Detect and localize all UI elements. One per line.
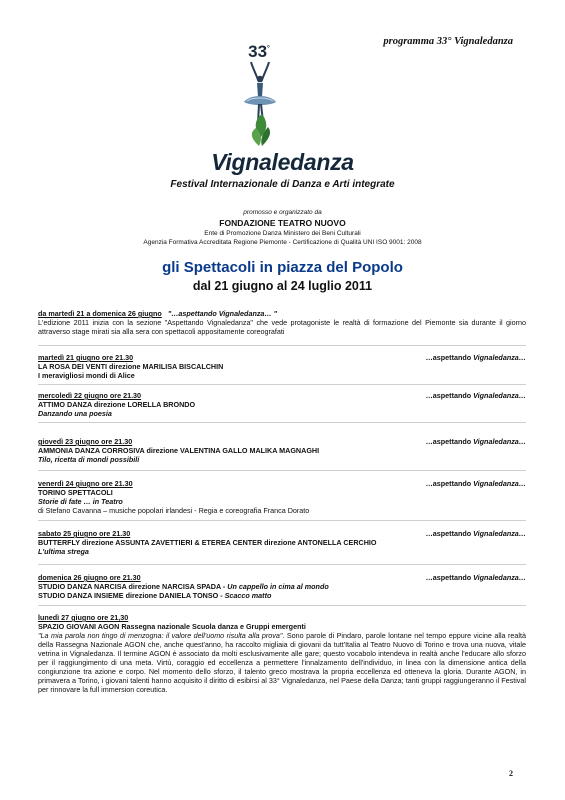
event-item bbox=[38, 479, 526, 515]
festival-subtitle: Festival Internazionale di Danza e Arti integrate bbox=[170, 179, 395, 190]
event-company: AMMONIA DANZA CORROSIVA direzione VALENTINA GALLO MALIKA MAGNAGHI bbox=[38, 446, 320, 455]
festival-title: Vignaledanza bbox=[211, 149, 354, 175]
divider bbox=[38, 520, 526, 521]
event-company: BUTTERFLY direzione ASSUNTA ZAVETTIERI & ETEREA CENTER direzione ANTONELLA CERCHIO bbox=[38, 538, 377, 547]
event-tag: …aspettando Vignaledanza… bbox=[425, 391, 526, 400]
event-show: Danzando una poesia bbox=[38, 409, 112, 418]
intro-date: da martedì 21 a domenica 26 giugno bbox=[38, 309, 162, 318]
event-company: STUDIO DANZA INSIEME direzione DANIELA TONSO - Scacco matto bbox=[38, 591, 272, 600]
event-date: sabato 25 giugno ore 21.30 bbox=[38, 529, 131, 538]
event-company: ATTIMO DANZA direzione LORELLA BRONDO bbox=[38, 400, 196, 409]
event-date: venerdì 24 giugno ore 21.30 bbox=[38, 479, 133, 488]
event-date: giovedì 23 giugno ore 21.30 bbox=[38, 437, 133, 446]
event-tag: …aspettando Vignaledanza… bbox=[425, 529, 526, 538]
divider bbox=[38, 345, 526, 346]
page-number: 2 bbox=[509, 769, 513, 778]
event-show: Tilo, ricetta di mondi possibili bbox=[38, 455, 140, 464]
organizer: FONDAZIONE TEATRO NUOVO bbox=[219, 218, 346, 228]
spettacoli-heading: gli Spettacoli in piazza del Popolo bbox=[162, 259, 403, 276]
event-company: LA ROSA DEI VENTI direzione MARILISA BISCALCHIN bbox=[38, 362, 224, 371]
event-date: domenica 26 giugno ore 21.30 bbox=[38, 573, 141, 582]
dancer-icon bbox=[228, 42, 310, 152]
event-show: I meravigliosi mondi di Alice bbox=[38, 371, 135, 380]
event-date: martedì 21 giugno ore 21.30 bbox=[38, 353, 134, 362]
event-item bbox=[38, 437, 526, 464]
event-tag: …aspettando Vignaledanza… bbox=[425, 573, 526, 582]
event-item bbox=[38, 391, 526, 418]
event-company: TORINO SPETTACOLI bbox=[38, 488, 113, 497]
event-show: L'ultima strega bbox=[38, 547, 89, 556]
agon-text: "La mia parola non tingo di menzogna: il valore dell'uomo risulta alla prova". Sono parole di Pindaro, parole lontane nel tempo eppure vicine alla realtà della Rassegna Nazionale AGON che, anche quest'anno, ha raccolto migliaia di giovani da tutt'Italia al Teatro Nuovo di Torino e trova una nuova, vitale vetrina in Vignaledanza. Il termine AGON è associato da molti esclusivamente alle gare; questo vocabolo intendeva in realtà anche l'educare allo sforzo per il raggiungimento di una meta. Virtù, coraggio ed eccellenza a permettere l'innalzamento dell'individuo, in linea con la dimensione antica della congiunzione tra azione e corpo. Nel momento dello sforzo, il talento greco mostrava la propria eccellenza ed otteneva la gloria. Durante AGON, in primavera a Torino, i giovani talenti hanno acquisito il diritto di esibirsi al 33° Vignaledanza, nel Paese della Danza; tanti gruppi raggiungeranno il Festival per rinnovare la full immersion coreutica. bbox=[38, 631, 526, 694]
intro-section bbox=[38, 309, 526, 336]
organizer-agency: Agenzia Formativa Accreditata Regione Piemonte - Certificazione di Qualità UNI ISO 9001: 2008 bbox=[143, 239, 422, 246]
intro-head bbox=[38, 309, 526, 318]
program-header: programma 33° Vignaledanza bbox=[383, 36, 513, 47]
event-company: STUDIO DANZA NARCISA direzione NARCISA SPADA - Un cappello in cima al mondo bbox=[38, 582, 329, 591]
festival-dates: dal 21 giugno al 24 luglio 2011 bbox=[192, 279, 373, 293]
divider bbox=[38, 384, 526, 385]
intro-text: L'edizione 2011 inizia con la sezione "Aspettando Vignaledanza" che vede protagoniste le realtà di formazione del Piemonte sia durante il giorno attraverso stage mirati sia alla sera con spettacoli appositamente coreografati bbox=[38, 318, 526, 336]
event-tag: …aspettando Vignaledanza… bbox=[425, 437, 526, 446]
promoted-by: promosso e organizzato da bbox=[243, 209, 322, 216]
intro-title: "…aspettando Vignaledanza… " bbox=[167, 309, 278, 318]
event-item bbox=[38, 353, 526, 380]
divider bbox=[38, 470, 526, 471]
event-item bbox=[38, 573, 526, 600]
event-show: Storie di fate … in Teatro bbox=[38, 497, 123, 506]
logo-number: 33° bbox=[248, 42, 270, 61]
organizer-ente: Ente di Promozione Danza Ministero dei Beni Culturali bbox=[204, 230, 361, 237]
event-date: lunedì 27 giugno ore 21,30 bbox=[38, 613, 129, 622]
event-credits: di Stefano Cavanna – musiche popolari irlandesi - Regia e coreografia Franca Dorato bbox=[38, 506, 310, 515]
event-date: mercoledì 22 giugno ore 21.30 bbox=[38, 391, 142, 400]
agon-heading: SPAZIO GIOVANI AGON Rassegna nazionale Scuola danza e Gruppi emergenti bbox=[38, 622, 306, 631]
event-tag: …aspettando Vignaledanza… bbox=[425, 479, 526, 488]
divider bbox=[38, 564, 526, 565]
event-tag: …aspettando Vignaledanza… bbox=[425, 353, 526, 362]
festival-logo bbox=[228, 42, 310, 152]
divider bbox=[38, 605, 526, 606]
agon-section bbox=[38, 613, 526, 694]
event-item bbox=[38, 529, 526, 556]
divider bbox=[38, 422, 526, 423]
